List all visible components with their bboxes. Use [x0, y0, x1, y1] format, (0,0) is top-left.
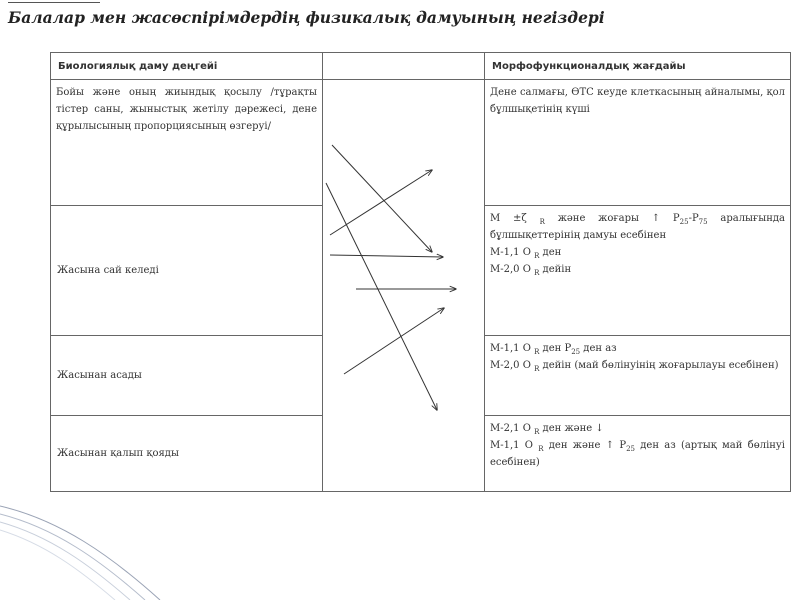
row2-right-line3: М-2,0 О $_R$ дейін: [490, 264, 572, 277]
row4-right-line1: М-2,1 О $_R$ ден және ↓: [490, 423, 604, 436]
row1-right-text: Дене салмағы, ӨТС кеуде клеткасының айналымы, қол бұлшықетінің күші: [490, 87, 785, 115]
row4-right-cell: [485, 416, 791, 492]
row2-left-cell: Жасына сай келеді: [51, 206, 323, 336]
row4-right-line2: М-1,1 О $_R$ ден және ↑ $P_{25}$ ден аз (артық май бөлінуі есебінен): [490, 440, 786, 468]
row3-right-line2: М-2,0 О $_R$ дейін (май бөлінуінің жоғарылауы есебінен): [490, 360, 779, 373]
row2-right-line2: М-1,1 О $_R$ ден: [490, 247, 562, 260]
table-header-row: [51, 53, 791, 80]
arrow-column-cell: [323, 80, 485, 492]
header-arrow-column: [323, 53, 485, 80]
row1-right-cell: [485, 80, 791, 206]
development-table: [50, 52, 791, 492]
table-row: [51, 80, 791, 206]
title-top-rule: [8, 2, 100, 3]
header-morphofunctional-state: Морфофункционалдық жағдайы: [485, 53, 791, 80]
header-biological-level: Биологиялық даму деңгейі: [51, 53, 323, 80]
row2-right-line1: М ±ζ $_R$ және жоғары ↑ $P_{25}-P_{75}$ аралығында бұлшықеттерінің дамуы есебінен: [490, 213, 785, 241]
row3-right-line1: М-1,1 О $_R$ ден $P_{25}$ ден аз: [490, 343, 617, 356]
row3-left-cell: Жасынан асады: [51, 336, 323, 416]
row3-right-cell: [485, 336, 791, 416]
page-title: Балалар мен жасөспірімдердің физикалық дамуының негіздері: [8, 8, 605, 27]
row4-left-cell: Жасынан қалып қояды: [51, 416, 323, 492]
row1-left-cell: Бойы және оның жиындық қосылу /тұрақты тістер саны, жыныстық жетілу дәрежесі, дене құрылысының пропорциясының өзгеруі/: [51, 80, 323, 206]
row2-right-cell: [485, 206, 791, 336]
